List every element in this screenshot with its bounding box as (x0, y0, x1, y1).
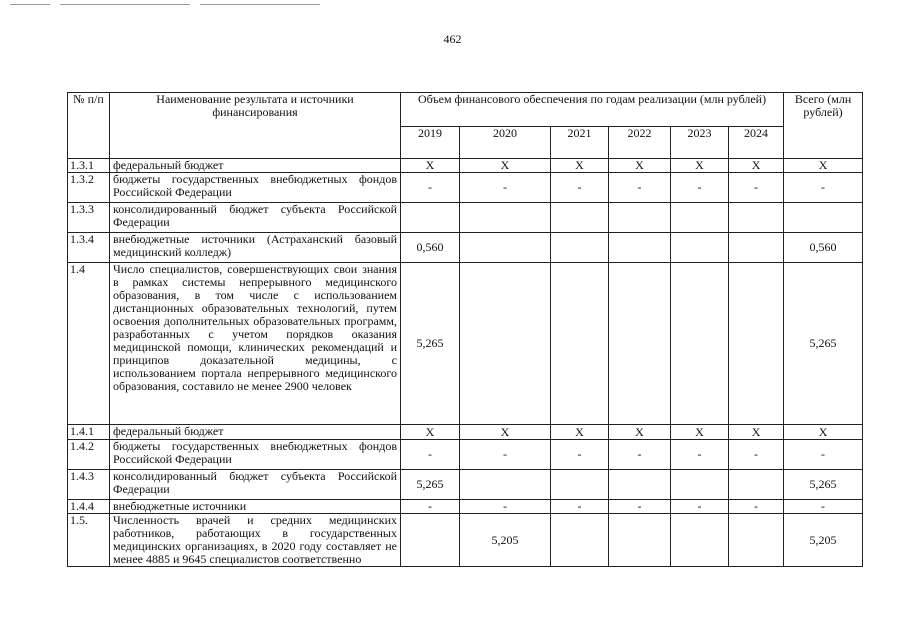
year-value: - (460, 173, 551, 203)
year-value (609, 263, 671, 425)
year-value (460, 470, 551, 500)
header-years-title: Объем финансового обеспечения по годам реализации (млн рублей) (401, 93, 784, 127)
year-value: X (671, 159, 729, 173)
year-value (609, 203, 671, 233)
year-value: X (729, 425, 784, 440)
row-number: 1.3.1 (68, 159, 110, 173)
year-value (460, 203, 551, 233)
year-value: 0,560 (401, 233, 460, 263)
year-value (609, 233, 671, 263)
scan-artifact-line (60, 4, 190, 5)
row-number: 1.3.3 (68, 203, 110, 233)
total-value: 5,205 (784, 514, 863, 567)
year-value: 5,265 (401, 263, 460, 425)
total-value (784, 203, 863, 233)
year-value (401, 514, 460, 567)
year-value: - (671, 500, 729, 514)
year-value: - (609, 173, 671, 203)
year-value: - (401, 500, 460, 514)
year-value: - (729, 500, 784, 514)
header-year: 2021 (551, 127, 609, 159)
year-value: - (729, 440, 784, 470)
row-number: 1.3.4 (68, 233, 110, 263)
scan-artifact-line (200, 4, 320, 5)
table-row (68, 203, 863, 233)
year-value: - (671, 173, 729, 203)
row-number: 1.4.1 (68, 425, 110, 440)
year-value: - (609, 500, 671, 514)
year-value: X (609, 159, 671, 173)
total-value: 5,265 (784, 263, 863, 425)
header-year: 2023 (671, 127, 729, 159)
year-value (551, 263, 609, 425)
year-value: X (460, 425, 551, 440)
table-row (68, 440, 863, 470)
year-value: - (551, 500, 609, 514)
year-value: 5,205 (460, 514, 551, 567)
year-value: - (671, 440, 729, 470)
total-value: 0,560 (784, 233, 863, 263)
header-total: Всего (млн рублей) (784, 93, 863, 159)
row-number: 1.4.2 (68, 440, 110, 470)
year-value: - (401, 173, 460, 203)
year-value (671, 233, 729, 263)
row-number: 1.4.4 (68, 500, 110, 514)
row-number: 1.5. (68, 514, 110, 567)
financing-table (67, 92, 863, 567)
year-value: X (609, 425, 671, 440)
total-value: - (784, 173, 863, 203)
table-row (68, 159, 863, 173)
header-year: 2022 (609, 127, 671, 159)
year-value (551, 514, 609, 567)
header-name: Наименование результата и источники финансирования (110, 93, 401, 159)
year-value (551, 233, 609, 263)
row-name: бюджеты государственных внебюджетных фондов Российской Федерации (110, 173, 401, 203)
row-name: внебюджетные источники (110, 500, 401, 514)
year-value (671, 203, 729, 233)
table-row (68, 470, 863, 500)
header-num: № п/п (68, 93, 110, 159)
year-value (551, 203, 609, 233)
page-number: 462 (443, 32, 462, 46)
year-value (729, 233, 784, 263)
table-row (68, 233, 863, 263)
total-value: - (784, 500, 863, 514)
year-value (401, 203, 460, 233)
row-name: Численность врачей и средних медицинских работников, работающих в государственных медицинских организациях, в 2020 году составляет не менее 4885 и 9645 специалистов соответственно (110, 514, 401, 567)
year-value (609, 514, 671, 567)
header-year: 2024 (729, 127, 784, 159)
total-value: X (784, 159, 863, 173)
row-name: внебюджетные источники (Астраханский базовый медицинский колледж) (110, 233, 401, 263)
year-value: - (609, 440, 671, 470)
year-value: - (460, 500, 551, 514)
year-value (729, 203, 784, 233)
year-value: X (551, 425, 609, 440)
row-number: 1.4 (68, 263, 110, 425)
row-name: федеральный бюджет (110, 425, 401, 440)
year-value: X (729, 159, 784, 173)
year-value (460, 233, 551, 263)
year-value: 5,265 (401, 470, 460, 500)
row-name: консолидированный бюджет субъекта Российской Федерации (110, 470, 401, 500)
total-value: X (784, 425, 863, 440)
row-number: 1.4.3 (68, 470, 110, 500)
header-year: 2020 (460, 127, 551, 159)
header-year: 2019 (401, 127, 460, 159)
year-value (609, 470, 671, 500)
scan-artifact-line (10, 4, 50, 5)
year-value (671, 263, 729, 425)
year-value (551, 470, 609, 500)
year-value: X (401, 425, 460, 440)
total-value: 5,265 (784, 470, 863, 500)
year-value: X (460, 159, 551, 173)
year-value (729, 514, 784, 567)
year-value: X (671, 425, 729, 440)
year-value: - (729, 173, 784, 203)
year-value (460, 263, 551, 425)
year-value: X (401, 159, 460, 173)
table-row (68, 500, 863, 514)
row-name: Число специалистов, совершенствующих свои знания в рамках системы непрерывного медицинского образования, в том числе с использованием дистанционных образовательных технологий, путем освоения дополнительных образовательных программ, разработанных с учетом порядков оказания медицинской помощи, клинических рекомендаций и принципов доказательной медицины, с использованием портала непрерывного медицинского образования, составило не менее 2900 человек (110, 263, 401, 425)
year-value (671, 514, 729, 567)
table-row (68, 173, 863, 203)
row-name: федеральный бюджет (110, 159, 401, 173)
year-value: - (551, 173, 609, 203)
year-value: - (551, 440, 609, 470)
table-row (68, 425, 863, 440)
year-value: - (401, 440, 460, 470)
row-name: бюджеты государственных внебюджетных фондов Российской Федерации (110, 440, 401, 470)
total-value: - (784, 440, 863, 470)
year-value: - (460, 440, 551, 470)
year-value (729, 263, 784, 425)
row-number: 1.3.2 (68, 173, 110, 203)
table-row (68, 263, 863, 425)
table-row (68, 514, 863, 567)
year-value: X (551, 159, 609, 173)
year-value (671, 470, 729, 500)
row-name: консолидированный бюджет субъекта Российской Федерации (110, 203, 401, 233)
year-value (729, 470, 784, 500)
